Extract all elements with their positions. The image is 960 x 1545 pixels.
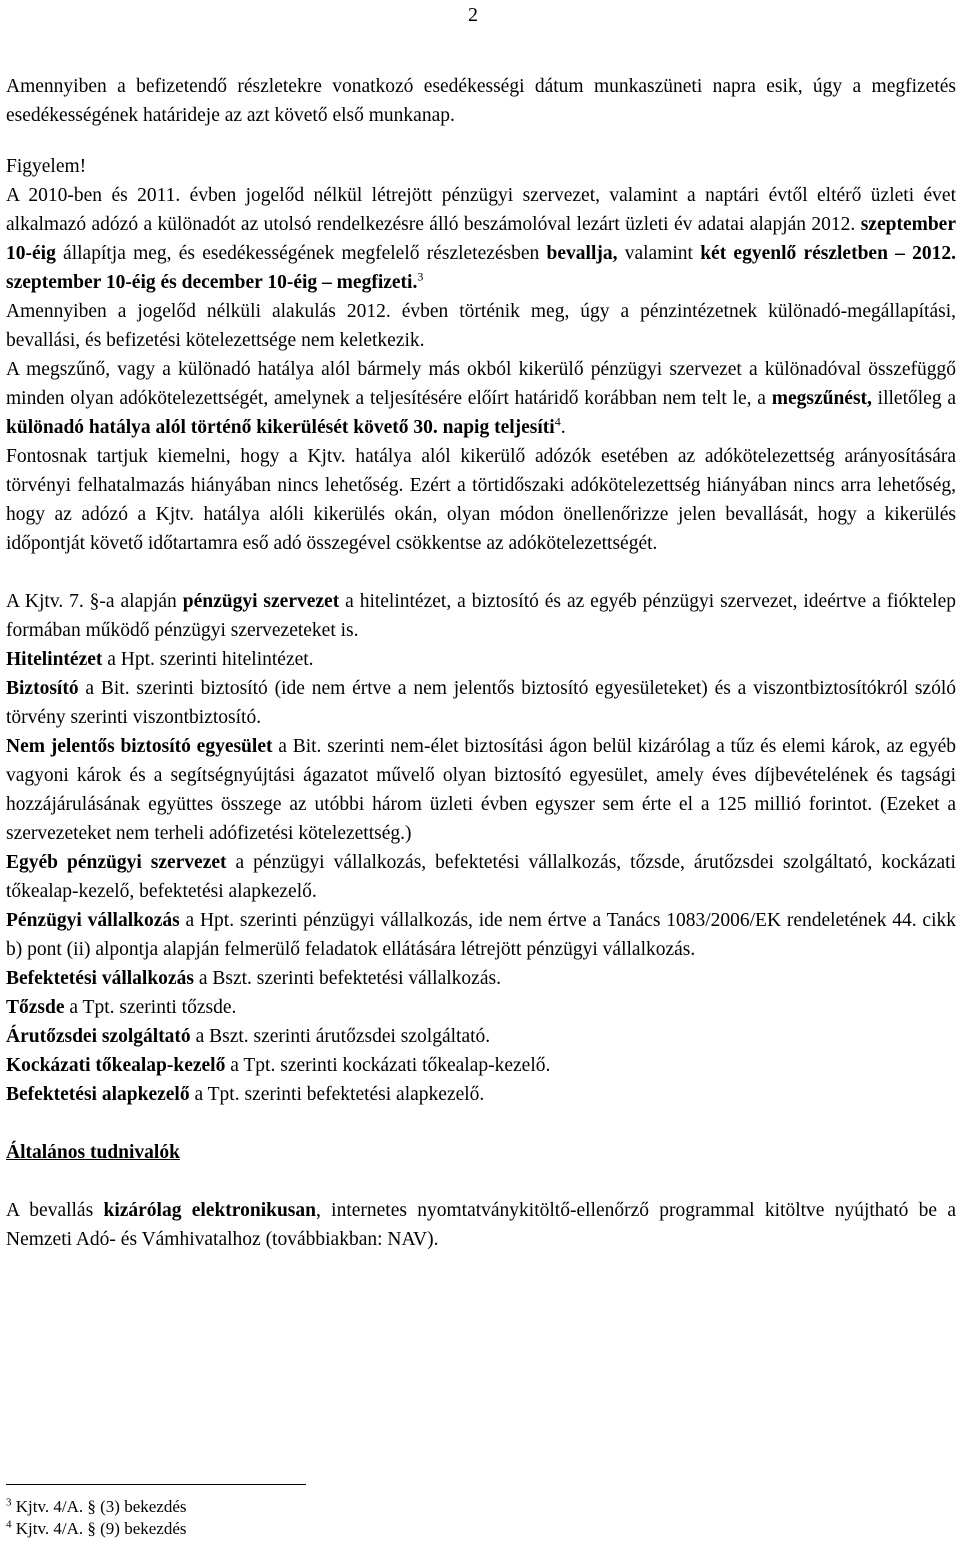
attention-label: Figyelem!	[6, 156, 87, 177]
paragraph-no-predecessor: Amennyiben a jogelőd nélküli alakulás 2012. évben történik meg, úgy a pénzintézetnek különadó-megállapítási, bevallási, és befizetési kötelezettsége nem keletkezik.	[6, 301, 956, 351]
definition-venture-capital-manager: Kockázati tőkealap-kezelő a Tpt. szerinti kockázati tőkealap-kezelő.	[6, 1055, 551, 1076]
definition-other-financial-org: Egyéb pénzügyi szervezet a pénzügyi vállalkozás, befektetési vállalkozás, tőzsde, árutőzsdei szolgáltató, kockázati tőkealap-kezelő, befektetési alapkezelő.	[6, 852, 956, 902]
section-heading: Általános tudnivalók	[6, 1142, 180, 1163]
paragraph-termination: A megszűnő, vagy a különadó hatálya alól bármely más okból kikerülő pénzügyi szervezet a különadóval összefüggő minden olyan adókötelezettségét, amelynek a teljesítésére előírt határidő korábban nem telt le, a megszűnést, illetőleg a különadó hatálya alól történő kikerülését követő 30. napig teljesíti$^4$.	[6, 359, 956, 438]
page-number: 2	[468, 4, 478, 26]
paragraph-predecessor: A 2010-ben és 2011. évben jogelőd nélkül létrejött pénzügyi szervezet, valamint a naptári évtől eltérő üzleti évet alkalmazó adózó a különadót az utolsó rendelkezésre álló beszámolóval lezárt üzleti év adatai alapján 2012. szeptember 10-éig állapítja meg, és esedékességének megfelelő részletezésben bevallja, valamint két egyenlő részletben – 2012. szeptember 10-éig és december 10-éig – megfizeti.$^3$	[6, 185, 956, 293]
footnote-divider	[6, 1484, 306, 1485]
paragraph-kjtv-note: Fontosnak tartjuk kiemelni, hogy a Kjtv. hatálya alól kikerülő adózók esetében az adókötelezettség arányosítására törvényi felhatalmazás hiányában nincs lehetőség. Ezért a törtidőszaki adókötelezettség hiányában nincs arra lehetőség, hogy az adózó a Kjtv. hatálya alóli kikerülés okán, olyan módon önellenőrizze jelen bevallását, hogy a kikerülés időpontját követő időtartamra eső adó összegével csökkentse az adókötelezettségét.	[6, 446, 956, 554]
paragraph-electronic-filing: A bevallás kizárólag elektronikusan, internetes nyomtatványkitöltő-ellenőrző programmal kitöltve nyújtható be a Nemzeti Adó- és Vámhivatalhoz (továbbiakban: NAV).	[6, 1200, 957, 1250]
paragraph-financial-org: A Kjtv. 7. §-a alapján pénzügyi szervezet a hitelintézet, a biztosító és az egyéb pénzügyi szervezet, ideértve a fióktelep formában működő pénzügyi szervezeteket is.	[6, 591, 956, 641]
paragraph-due-date: Amennyiben a befizetendő részletekre vonatkozó esedékességi dátum munkaszüneti napra esik, úgy a megfizetés esedékességének határideje az azt követő első munkanap.	[6, 76, 956, 126]
definition-commodity-provider: Árutőzsdei szolgáltató a Bszt. szerinti árutőzsdei szolgáltató.	[6, 1026, 491, 1047]
definition-investment-firm: Befektetési vállalkozás a Bszt. szerinti befektetési vállalkozás.	[6, 968, 501, 989]
document-body	[6, 72, 956, 1254]
definition-small-insurance-assoc: Nem jelentős biztosító egyesület a Bit. szerinti nem-élet biztosítási ágon belül kizárólag a tűz és elemi károk, az egyéb vagyoni károk és a segítségnyújtási ágazatot művelő olyan biztosító egyesület, amely éves díjbevételének és tagsági hozzájárulásának együttes összege az utóbbi három üzleti évben egyszer sem érte el a 125 millió forintot. (Ezeket a szervezeteket nem terheli adófizetési kötelezettség.)	[6, 736, 956, 844]
footnotes	[6, 1496, 187, 1540]
definition-financial-enterprise: Pénzügyi vállalkozás a Hpt. szerinti pénzügyi vállalkozás, ide nem értve a Tanács 1083/2006/EK rendeletének 44. cikk b) pont (ii) alpontja alapján felmerülő feladatok ellátására létrejött pénzügyi vállalkozás.	[6, 910, 956, 960]
definition-credit-institution: Hitelintézet a Hpt. szerinti hitelintézet.	[6, 649, 314, 670]
footnote-4: $^4$ Kjtv. 4/A. § (9) bekezdés	[6, 1518, 187, 1538]
footnote-3: $^3$ Kjtv. 4/A. § (3) bekezdés	[6, 1496, 187, 1516]
definition-insurer: Biztosító a Bit. szerinti biztosító (ide nem értve a nem jelentős biztosító egyesületeket) és a viszontbiztosítókról szóló törvény szerinti viszontbiztosító.	[6, 678, 956, 728]
footnote-ref-3[interactable]: 3	[417, 269, 424, 284]
definition-fund-manager: Befektetési alapkezelő a Tpt. szerinti befektetési alapkezelő.	[6, 1084, 485, 1105]
footnote-ref-4[interactable]: 4	[554, 414, 561, 429]
definition-stock-exchange: Tőzsde a Tpt. szerinti tőzsde.	[6, 997, 237, 1018]
